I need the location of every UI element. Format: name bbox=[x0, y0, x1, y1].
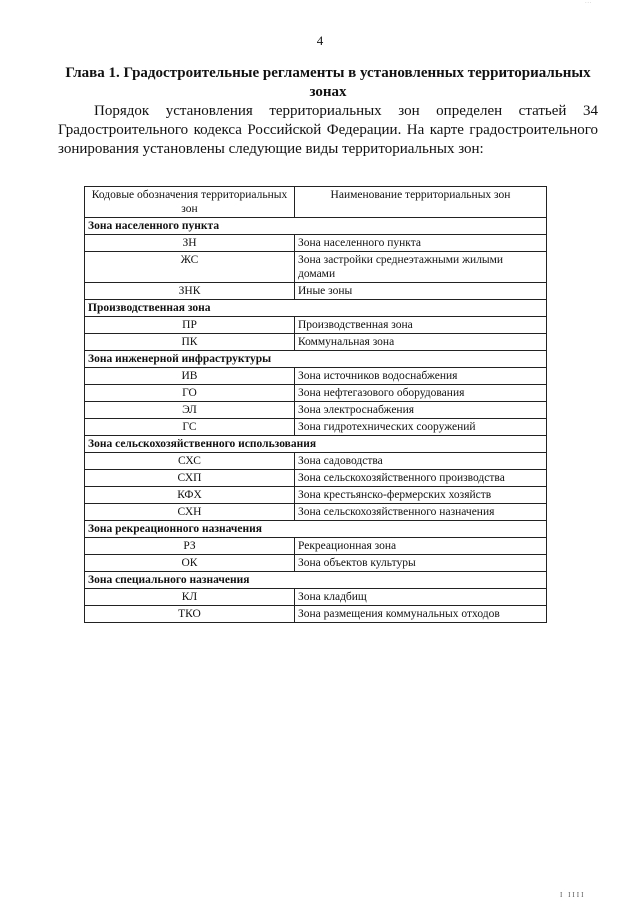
zone-name: Зона сельскохозяйственного производства bbox=[295, 470, 547, 487]
zone-name: Зона населенного пункта bbox=[295, 235, 547, 252]
page-number: 4 bbox=[316, 33, 324, 48]
zone-name: Зона электроснабжения bbox=[295, 402, 547, 419]
table-row bbox=[85, 402, 547, 419]
zone-code: ЗНК bbox=[85, 283, 295, 300]
header-code: Кодовые обозначения территориальных зон bbox=[85, 187, 295, 218]
zone-code: ГО bbox=[85, 385, 295, 402]
table-row bbox=[85, 419, 547, 436]
zone-code: СХС bbox=[85, 453, 295, 470]
zone-name: Рекреационная зона bbox=[295, 538, 547, 555]
zone-name: Производственная зона bbox=[295, 317, 547, 334]
zone-name: Коммунальная зона bbox=[295, 334, 547, 351]
zone-name: Зона садоводства bbox=[295, 453, 547, 470]
group-title: Зона сельскохозяйственного использования bbox=[85, 436, 547, 453]
zone-name: Зона крестьянско-фермерских хозяйств bbox=[295, 487, 547, 504]
group-row bbox=[85, 436, 547, 453]
intro-paragraph: Порядок установления территориальных зон определен статьей 34 Градостроительного кодекса Российской Федерации. На карте градостроительного зонирования установлены следующие виды территориальных зон: bbox=[58, 103, 598, 157]
group-title: Зона рекреационного назначения bbox=[85, 521, 547, 538]
zone-name: Зона источников водоснабжения bbox=[295, 368, 547, 385]
group-title: Зона инженерной инфраструктуры bbox=[85, 351, 547, 368]
zone-code: ПР bbox=[85, 317, 295, 334]
zones-table bbox=[84, 186, 547, 623]
table-row bbox=[85, 487, 547, 504]
table-row bbox=[85, 504, 547, 521]
zone-name: Зона застройки среднеэтажными жилыми домами bbox=[295, 252, 547, 283]
chapter-title: Глава 1. Градостроительные регламенты в установленных территориальных зонах bbox=[65, 65, 591, 100]
table-row bbox=[85, 252, 547, 283]
table-row bbox=[85, 368, 547, 385]
group-row bbox=[85, 521, 547, 538]
zone-name: Зона гидротехнических сооружений bbox=[295, 419, 547, 436]
group-title: Зона специального назначения bbox=[85, 572, 547, 589]
zone-code: ЭЛ bbox=[85, 402, 295, 419]
table-row bbox=[85, 385, 547, 402]
table-row bbox=[85, 555, 547, 572]
scan-mark-bottom: I IIII bbox=[560, 891, 586, 899]
group-title: Зона населенного пункта bbox=[85, 218, 547, 235]
zone-code: ОК bbox=[85, 555, 295, 572]
zone-name: Зона размещения коммунальных отходов bbox=[295, 606, 547, 623]
table-row bbox=[85, 470, 547, 487]
group-row bbox=[85, 300, 547, 317]
group-row bbox=[85, 351, 547, 368]
group-title: Производственная зона bbox=[85, 300, 547, 317]
table-row bbox=[85, 317, 547, 334]
scan-mark-top: ... bbox=[585, 0, 592, 5]
zone-code: ТКО bbox=[85, 606, 295, 623]
table-row bbox=[85, 235, 547, 252]
zone-code: ЗН bbox=[85, 235, 295, 252]
zone-name: Зона сельскохозяйственного назначения bbox=[295, 504, 547, 521]
zone-code: ИВ bbox=[85, 368, 295, 385]
group-row bbox=[85, 572, 547, 589]
zone-name: Зона объектов культуры bbox=[295, 555, 547, 572]
zone-code: КФХ bbox=[85, 487, 295, 504]
zone-code: ГС bbox=[85, 419, 295, 436]
table-header-row bbox=[85, 187, 547, 218]
zone-code: ПК bbox=[85, 334, 295, 351]
zone-name: Зона кладбищ bbox=[295, 589, 547, 606]
zone-code: СХП bbox=[85, 470, 295, 487]
zone-code: РЗ bbox=[85, 538, 295, 555]
group-row bbox=[85, 218, 547, 235]
zone-name: Зона нефтегазового оборудования bbox=[295, 385, 547, 402]
table-row bbox=[85, 334, 547, 351]
zone-name: Иные зоны bbox=[295, 283, 547, 300]
table-row bbox=[85, 538, 547, 555]
zone-code: СХН bbox=[85, 504, 295, 521]
table-row bbox=[85, 589, 547, 606]
table-row bbox=[85, 283, 547, 300]
table-row bbox=[85, 453, 547, 470]
zone-code: ЖС bbox=[85, 252, 295, 283]
table-row bbox=[85, 606, 547, 623]
zone-code: КЛ bbox=[85, 589, 295, 606]
header-name: Наименование территориальных зон bbox=[295, 187, 547, 218]
